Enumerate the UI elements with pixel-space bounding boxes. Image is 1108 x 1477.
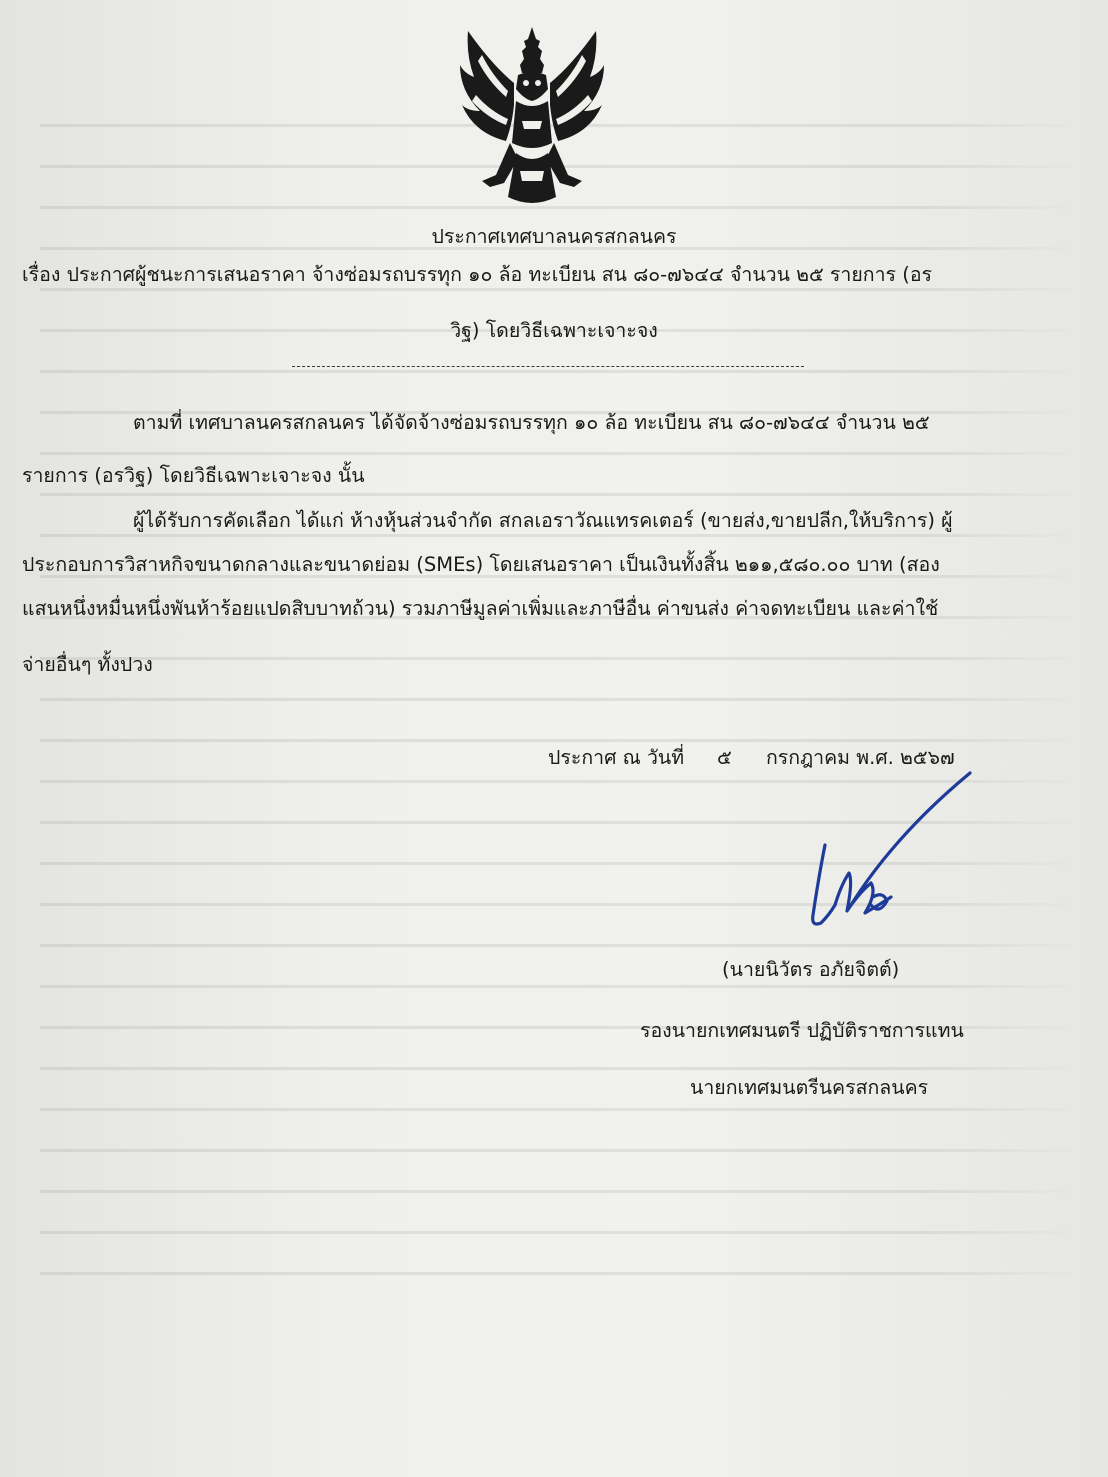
paragraph-2-line-2: ประกอบการวิสาหกิจขนาดกลางและขนาดย่อม (SMEs) โดยเสนอราคา เป็นเงินทั้งสิ้น ๒๑๑,๕๘๐.๐๐ บาท (สอง [22, 553, 940, 576]
announcement-date-day: ๕ [717, 746, 732, 769]
garuda-emblem-icon [452, 25, 612, 210]
signatory-position-2: นายกเทศมนตรีนครสกลนคร [690, 1076, 929, 1099]
separator-line [292, 366, 804, 367]
paragraph-1-line-2: รายการ (อรวิฐ) โดยวิธีเฉพาะเจาะจง นั้น [22, 464, 365, 487]
subject-line-1: เรื่อง ประกาศผู้ชนะการเสนอราคา จ้างซ่อมรถบรรทุก ๑๐ ล้อ ทะเบียน สน ๘๐-๗๖๔๔ จำนวน ๒๕ รายการ (อร [22, 263, 933, 286]
paragraph-2-line-4: จ่ายอื่นๆ ทั้งปวง [22, 653, 153, 676]
announcement-date-month-year: กรกฎาคม พ.ศ. ๒๕๖๗ [766, 746, 955, 769]
document-title: ประกาศเทศบาลนครสกลนคร [431, 225, 677, 248]
announcement-date-prefix: ประกาศ ณ วันที่ [548, 746, 685, 769]
paragraph-2-line-1: ผู้ได้รับการคัดเลือก ได้แก่ ห้างหุ้นส่วนจำกัด สกลเอราวัณแทรคเตอร์ (ขายส่ง,ขายปลีก,ให้บริการ) ผู้ [133, 509, 953, 532]
subject-line-2: วิฐ) โดยวิธีเฉพาะเจาะจง [450, 319, 658, 342]
paragraph-2-line-3: แสนหนึ่งหมื่นหนึ่งพันห้าร้อยแปดสิบบาทถ้วน) รวมภาษีมูลค่าเพิ่มและภาษีอื่น ค่าขนส่ง ค่าจดทะเบียน และค่าใช้ [22, 597, 939, 620]
signatory-position-1: รองนายกเทศมนตรี ปฏิบัติราชการแทน [640, 1019, 964, 1042]
paragraph-1-line-1: ตามที่ เทศบาลนครสกลนคร ได้จัดจ้างซ่อมรถบรรทุก ๑๐ ล้อ ทะเบียน สน ๘๐-๗๖๔๔ จำนวน ๒๕ [133, 411, 930, 434]
signatory-name: (นายนิวัตร อภัยจิตต์) [722, 958, 900, 981]
handwritten-signature [795, 765, 980, 940]
